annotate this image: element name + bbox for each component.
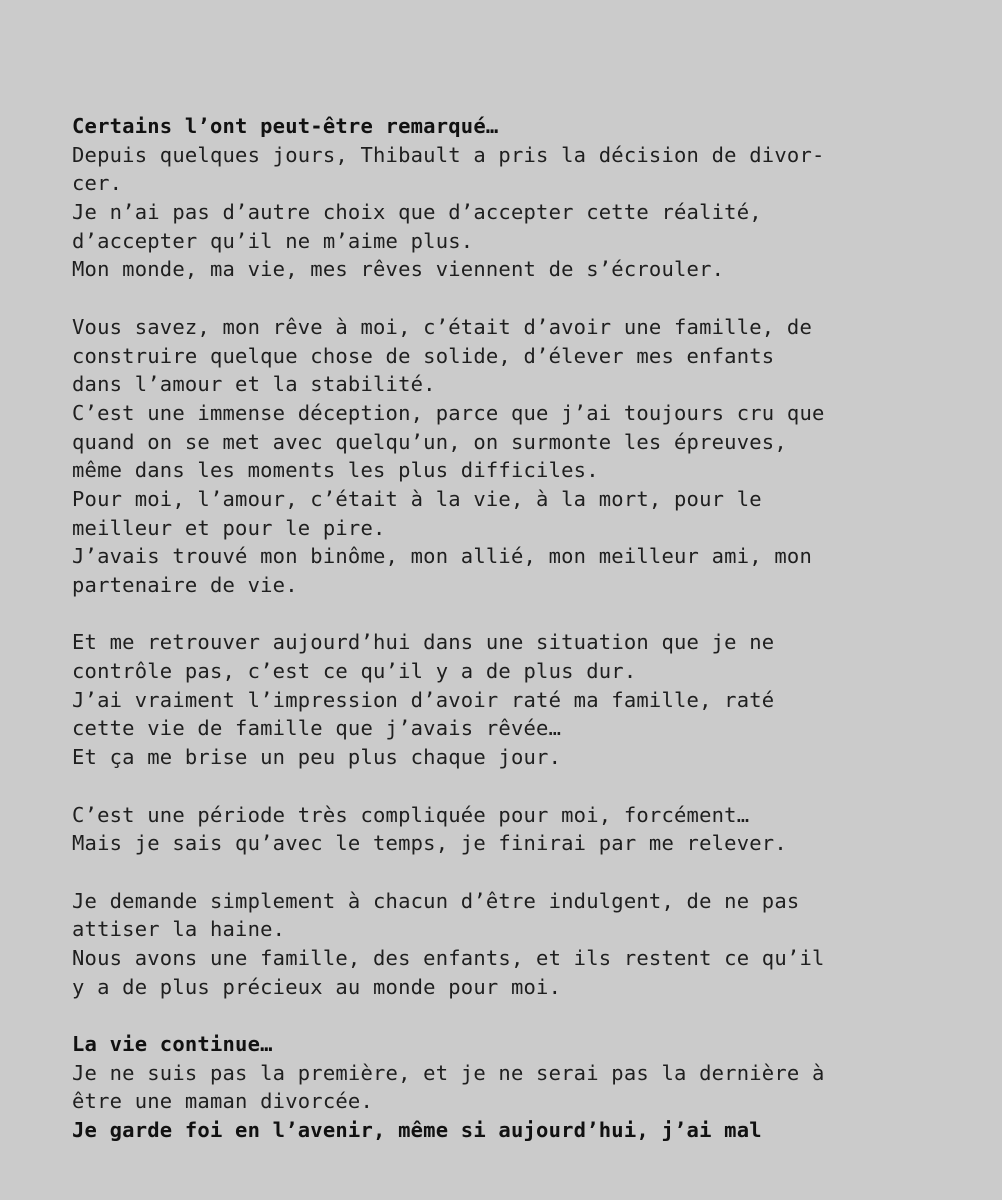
text-line: J’ai vraiment l’impression d’avoir raté ma famille, raté [72, 687, 775, 712]
text-line: Mais je sais qu’avec le temps, je finirai par me relever. [72, 831, 787, 856]
text-line: C’est une période très compliquée pour moi, forcément… [72, 802, 750, 827]
text-line: contrôle pas, c’est ce qu’il y a de plus dur. [72, 659, 637, 684]
paragraph-gap [72, 1001, 972, 1030]
text-line: d’accepter qu’il ne m’aime plus. [72, 228, 474, 253]
paragraph-gap [72, 858, 972, 887]
text-line: Je n’ai pas d’autre choix que d’accepter cette réalité, [72, 200, 762, 225]
paragraph-gap [72, 772, 972, 801]
text-line: quand on se met avec quelqu’un, on surmonte les épreuves, [72, 429, 787, 454]
text-line: être une maman divorcée. [72, 1089, 374, 1114]
text-line: Je demande simplement à chacun d’être indulgent, de ne pas [72, 888, 800, 913]
text-line: cer. [72, 171, 123, 196]
text-line: attiser la haine. [72, 917, 286, 942]
text-line: dans l’amour et la stabilité. [72, 372, 436, 397]
text-line: C’est une immense déception, parce que j’ai toujours cru que [72, 400, 825, 425]
paragraph-gap [72, 284, 972, 313]
text-line: Et ça me brise un peu plus chaque jour. [72, 745, 562, 770]
text-line: Pour moi, l’amour, c’était à la vie, à la mort, pour le [72, 486, 762, 511]
text-line: Mon monde, ma vie, mes rêves viennent de s’écrouler. [72, 257, 725, 282]
paragraph-gap [72, 600, 972, 629]
text-line: Et me retrouver aujourd’hui dans une situation que je ne [72, 630, 775, 655]
bold-text-line: La vie continue… [72, 1032, 273, 1056]
text-line: Depuis quelques jours, Thibault a pris la décision de divor- [72, 142, 825, 167]
bold-text-line: Je garde foi en l’avenir, même si aujourd’hui, j’ai mal [72, 1118, 762, 1143]
text-line: même dans les moments les plus difficiles. [72, 458, 599, 483]
statement-text [72, 112, 972, 1145]
bold-text-line: Certains l’ont peut-être remarqué… [72, 114, 499, 138]
text-line: cette vie de famille que j’avais rêvée… [72, 716, 562, 741]
text-line: J’avais trouvé mon binôme, mon allié, mon meilleur ami, mon [72, 544, 812, 569]
text-line: Vous savez, mon rêve à moi, c’était d’avoir une famille, de [72, 314, 812, 339]
text-line: Nous avons une famille, des enfants, et ils restent ce qu’il [72, 945, 825, 970]
text-line: Je ne suis pas la première, et je ne serai pas la dernière à [72, 1060, 825, 1085]
text-line: construire quelque chose de solide, d’élever mes enfants [72, 343, 775, 368]
text-line: partenaire de vie. [72, 573, 298, 597]
text-line: meilleur et pour le pire. [72, 515, 386, 540]
text-line: y a de plus précieux au monde pour moi. [72, 974, 562, 999]
